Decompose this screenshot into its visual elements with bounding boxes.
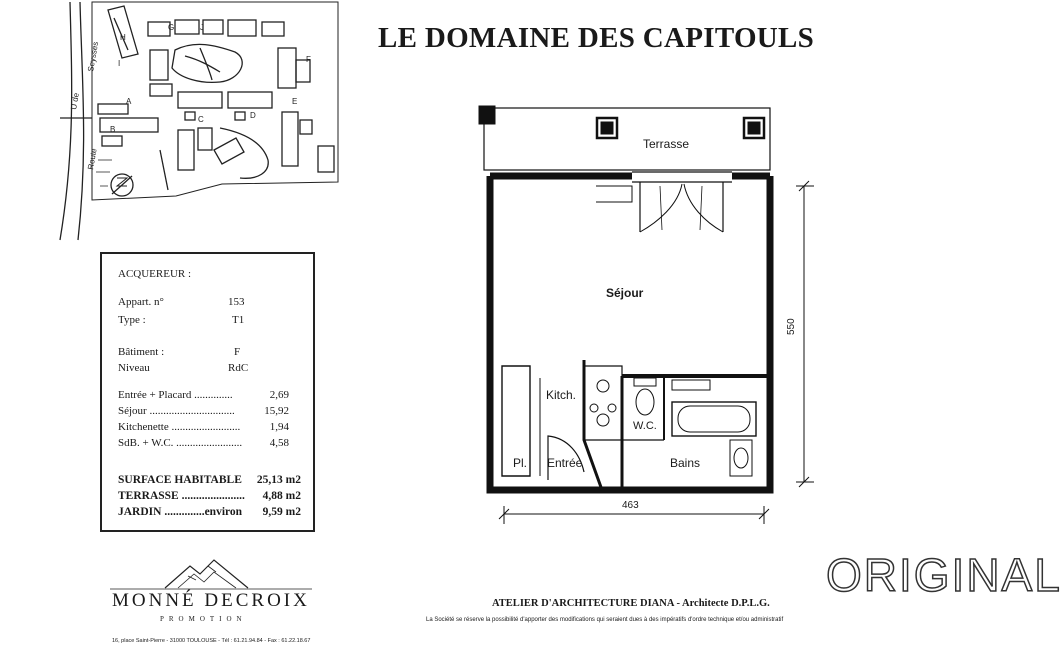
spec-entree-value: 2,69 <box>269 389 289 401</box>
room-label-entree: Entrée <box>547 456 583 470</box>
road-label-route: Route <box>86 147 99 171</box>
site-label-e: E <box>292 97 298 106</box>
spec-jardin-label: JARDIN ..............environ <box>118 506 243 518</box>
spec-niveau-label: Niveau <box>118 362 150 374</box>
spec-surface-value: 25,13 m2 <box>256 474 301 486</box>
spec-sdb-value: 4,58 <box>269 437 289 449</box>
site-label-b: B <box>110 125 116 134</box>
page-title: LE DOMAINE DES CAPITOULS <box>378 22 815 54</box>
spec-entree-label: Entrée + Placard .............. <box>118 389 233 401</box>
room-label-wc: W.C. <box>633 420 657 432</box>
spec-terrasse-label: TERRASSE ...................... <box>118 490 245 502</box>
architect-credit: ATELIER D'ARCHITECTURE DIANA - Architecte D.P.L.G. <box>492 598 770 609</box>
room-label-pl: Pl. <box>513 456 528 470</box>
site-label-h: H <box>120 33 126 42</box>
site-label-j: J <box>200 23 204 32</box>
spec-kitchenette-value: 1,94 <box>269 421 289 433</box>
spec-terrasse-value: 4,88 m2 <box>262 490 301 502</box>
spec-niveau-value: RdC <box>228 362 249 374</box>
site-label-i: I <box>118 59 121 68</box>
spec-heading: ACQUEREUR : <box>118 268 192 280</box>
original-stamp: ORIGINAL <box>826 549 1062 601</box>
spec-type-value: T1 <box>232 314 245 326</box>
road-label-seysses: Seysses <box>86 41 101 73</box>
logo-sub: PROMOTION <box>160 615 247 623</box>
room-label-terrasse: Terrasse <box>643 137 690 151</box>
dimension-width: 463 <box>622 500 639 511</box>
spec-batiment-label: Bâtiment : <box>118 346 165 358</box>
spec-type-label: Type : <box>118 314 146 326</box>
road-label-ude: U de <box>69 92 81 111</box>
company-address: 16, place Saint-Pierre - 31000 TOULOUSE - Tél : 61.21.94.84 - Fax : 61.22.18.67 <box>112 638 311 644</box>
site-label-g: G <box>168 23 175 32</box>
spec-sejour-label: Séjour ............................... <box>118 405 235 417</box>
site-label-a: A <box>126 97 132 106</box>
room-label-kitch: Kitch. <box>546 388 577 402</box>
site-label-d: D <box>250 111 256 120</box>
room-label-bains: Bains <box>670 456 701 470</box>
spec-surface-label: SURFACE HABITABLE <box>118 474 242 486</box>
disclaimer: La Société se réserve la possibilité d'apporter des modifications qui seraient dues à des impératifs d'ordre technique et/ou administratif <box>426 617 784 623</box>
spec-kitchenette-label: Kitchenette ......................... <box>118 421 241 433</box>
spec-sejour-value: 15,92 <box>264 405 289 417</box>
spec-appart-value: 153 <box>228 296 245 308</box>
spec-jardin-value: 9,59 m2 <box>262 506 301 518</box>
logo-name: MONNÉ DECROIX <box>112 590 310 611</box>
spec-batiment-value: F <box>234 346 241 358</box>
dimension-height: 550 <box>786 318 797 335</box>
spec-sdb-label: SdB. + W.C. ........................ <box>118 437 243 449</box>
room-label-sejour: Séjour <box>606 286 644 300</box>
spec-appart-label: Appart. n° <box>118 296 164 308</box>
site-label-c: C <box>198 115 204 124</box>
site-label-f: F <box>306 55 311 64</box>
